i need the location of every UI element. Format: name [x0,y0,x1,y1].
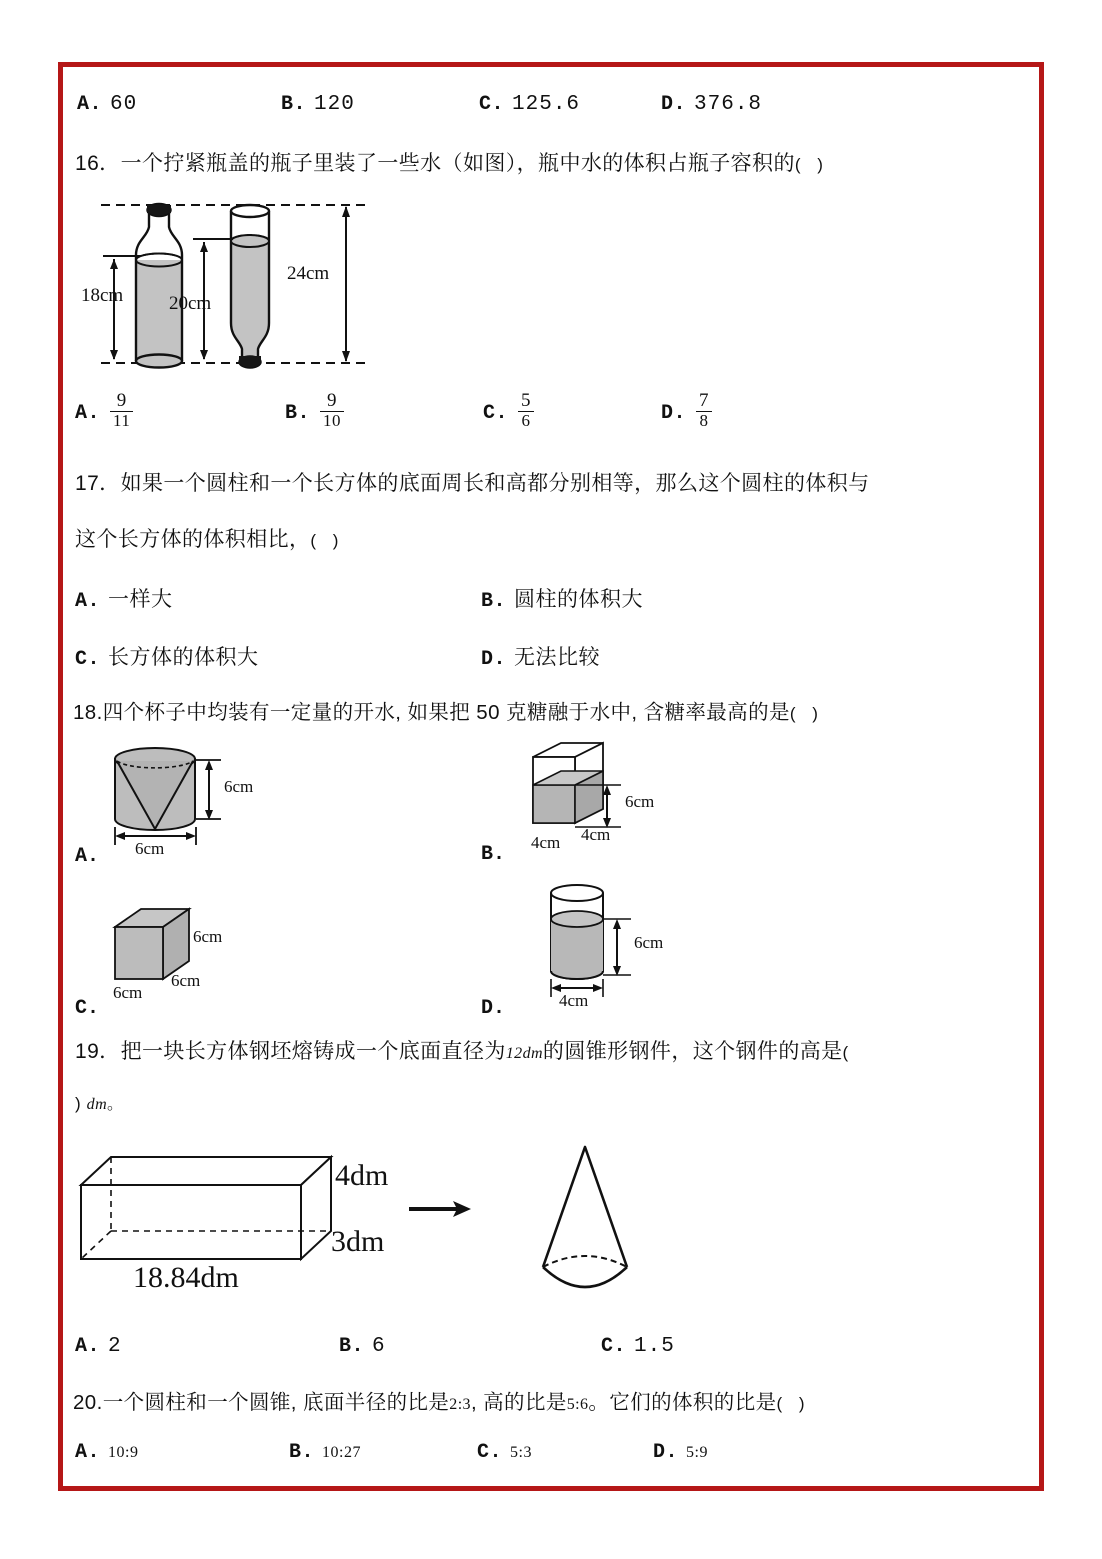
fraction-denominator: 6 [518,411,534,430]
q16-answer-paren: ( ) [794,155,829,174]
q19-stem-text-b: 的圆锥形钢件，这个钢件的高是 [542,1040,843,1063]
q18-number: 18. [73,701,103,724]
transform-arrow [409,1201,471,1217]
q15-option-d-value: 376.8 [694,93,763,116]
q18-a-dim-height: 6cm [224,777,254,796]
q16-option-c-fraction [518,391,534,430]
q17-stem-text-1: 如果一个圆柱和一个长方体的底面周长和高都分别相等，那么这个圆柱的体积与 [120,472,870,495]
q19-option-b-label: B. [339,1335,365,1358]
bottle-upright [136,204,182,368]
q15-option-b-label: B. [281,93,307,116]
q16-bottle-figure [83,193,383,375]
dim-label-24cm: 24cm [287,263,330,284]
q19-option-a-value: 2 [108,1335,122,1358]
q16-option-b [285,390,344,432]
q19-option-a-label: A. [75,1335,101,1358]
q16-option-b-label: B. [285,401,311,425]
q17-stem-line2 [75,523,344,553]
bottle-diagram-svg [83,193,383,375]
q15-option-b-value: 120 [314,93,355,116]
q17-option-d-label: D. [481,648,507,671]
q16-option-a-fraction [110,391,133,430]
fraction-denominator: 11 [110,411,133,430]
q17-option-a [75,583,173,613]
q19-diameter-value: 12dm [505,1045,543,1062]
q17-option-c [75,641,259,671]
q19-number: 19． [75,1040,121,1063]
q20-answer-paren: ( ) [776,1394,811,1413]
q18-c-dim-width: 6cm [113,983,143,1002]
q15-option-c-label: C. [479,93,505,116]
fraction-numerator: 7 [699,390,710,411]
q16-number: 16． [75,152,121,175]
q17-stem-text-2: 这个长方体的体积相比， [75,528,311,551]
cone-shape [543,1147,627,1287]
q20-option-c-label: C. [477,1441,503,1464]
q18-stem [73,695,824,725]
q16-option-d-label: D. [661,401,687,425]
q18-b-dim-height: 6cm [625,792,655,811]
q20-stem-text-b: , 高的比是 [470,1391,567,1414]
fraction-numerator: 5 [521,390,532,411]
q15-option-a [77,91,137,116]
q18-d-dim-height: 6cm [634,933,664,952]
q19-option-c-value: 1.5 [634,1335,675,1358]
q18-a-dim-width: 6cm [135,839,165,858]
q19-open-paren: ( [842,1043,855,1062]
q19-dim-depth: 3dm [331,1225,385,1258]
q19-option-b-value: 6 [372,1335,386,1358]
q16-option-a-label: A. [75,401,101,425]
q15-option-c [479,91,580,116]
cylinder-water-svg [503,881,703,1007]
q15-option-a-value: 60 [110,93,138,116]
q20-option-b-value: 10:27 [322,1444,361,1461]
q20-option-c-value: 5:3 [510,1444,532,1461]
q18-stem-text: 四个杯子中均装有一定量的开水, 如果把 50 克糖融于水中, 含糖率最高的是 [102,701,790,724]
q18-b-dim-width: 4cm [531,833,561,852]
q19-period: 。 [107,1096,124,1113]
q17-option-b-label: B. [481,590,507,613]
q19-option-b [339,1333,386,1358]
fraction-denominator: 8 [696,411,712,430]
q19-option-c [601,1333,675,1358]
paper-red-frame [58,62,1044,1491]
q17-option-d [481,641,600,671]
q19-stem-line1 [75,1035,854,1065]
q18-d-dim-width: 4cm [559,991,589,1010]
fraction-numerator: 9 [327,390,338,411]
q18-c-dim-depth: 6cm [171,971,201,990]
q19-unit: dm [86,1096,108,1113]
q20-stem [73,1385,811,1415]
q17-answer-paren: ( ) [310,531,345,550]
bottle-inverted [231,205,269,368]
paper-content [63,67,1039,1486]
q17-option-c-label: C. [75,648,101,671]
q20-option-a [75,1439,138,1464]
q18-option-c-label: C. [75,997,100,1020]
q20-option-d-label: D. [653,1441,679,1464]
q18-option-b-label: B. [481,843,506,866]
q16-option-d-fraction [696,391,712,430]
q19-stem-line2 [75,1091,123,1115]
q15-option-d-label: D. [661,93,687,116]
q17-option-b-value: 圆柱的体积大 [514,588,644,611]
q16-stem-text: 一个拧紧瓶盖的瓶子里装了一些水（如图），瓶中水的体积占瓶子容积的 [120,152,795,175]
q17-option-a-label: A. [75,590,101,613]
q18-option-c-figure [93,899,293,1007]
q20-stem-text-a: 一个圆柱和一个圆锥, 底面半径的比是 [102,1391,450,1414]
q17-number: 17． [75,472,121,495]
q16-stem [75,147,829,177]
q19-option-c-label: C. [601,1335,627,1358]
cone-in-cylinder-svg [93,741,283,851]
q18-answer-paren: ( ) [789,704,824,723]
q17-option-d-value: 无法比较 [514,646,601,669]
q18-option-d-label: D. [481,997,506,1020]
dim-24cm [342,206,350,362]
q17-stem-line1 [75,467,870,497]
q18-c-dim-height: 6cm [193,927,223,946]
q15-option-a-label: A. [77,93,103,116]
q20-option-d-value: 5:9 [686,1444,708,1461]
q20-option-a-value: 10:9 [108,1444,139,1461]
q20-option-a-label: A. [75,1441,101,1464]
q18-option-d-figure [503,881,703,1010]
dim-label-18cm: 18cm [81,285,124,306]
q20-ratio-2: 5:6 [566,1396,589,1413]
q18-b-dim-depth: 4cm [581,825,611,844]
q20-ratio-1: 2:3 [449,1396,471,1413]
q17-option-b [481,583,643,613]
q16-option-a [75,390,133,432]
q18-option-a-label: A. [75,845,100,868]
q18-option-a-figure [93,741,283,858]
q16-option-c [483,390,534,432]
fraction-denominator: 10 [320,411,344,430]
q15-option-b [281,91,355,116]
q19-close-paren: ) [75,1094,87,1113]
q20-option-b-label: B. [289,1441,315,1464]
fraction-numerator: 9 [116,390,127,411]
q15-option-c-value: 125.6 [512,93,581,116]
q16-option-d [661,390,712,432]
q16-option-b-fraction [320,391,344,430]
dim-label-20cm: 20cm [169,293,212,314]
q15-option-d [661,91,762,116]
q20-stem-text-c: 。它们的体积的比是 [588,1391,777,1414]
q19-stem-text-a: 把一块长方体钢坯熔铸成一个底面直径为 [120,1040,506,1063]
q19-dim-length: 18.84dm [133,1261,239,1294]
q20-option-c [477,1439,532,1464]
q19-dim-height: 4dm [335,1159,389,1192]
q17-option-a-value: 一样大 [108,588,173,611]
q20-number: 20. [73,1391,103,1414]
cuboid-shape [81,1157,331,1259]
q17-option-c-value: 长方体的体积大 [108,646,259,669]
q19-option-a [75,1333,122,1358]
q19-cuboid-cone-figure [73,1137,693,1327]
q20-option-d [653,1439,708,1464]
q16-option-c-label: C. [483,401,509,425]
q20-option-b [289,1439,361,1464]
q18-option-b-figure [503,737,703,852]
